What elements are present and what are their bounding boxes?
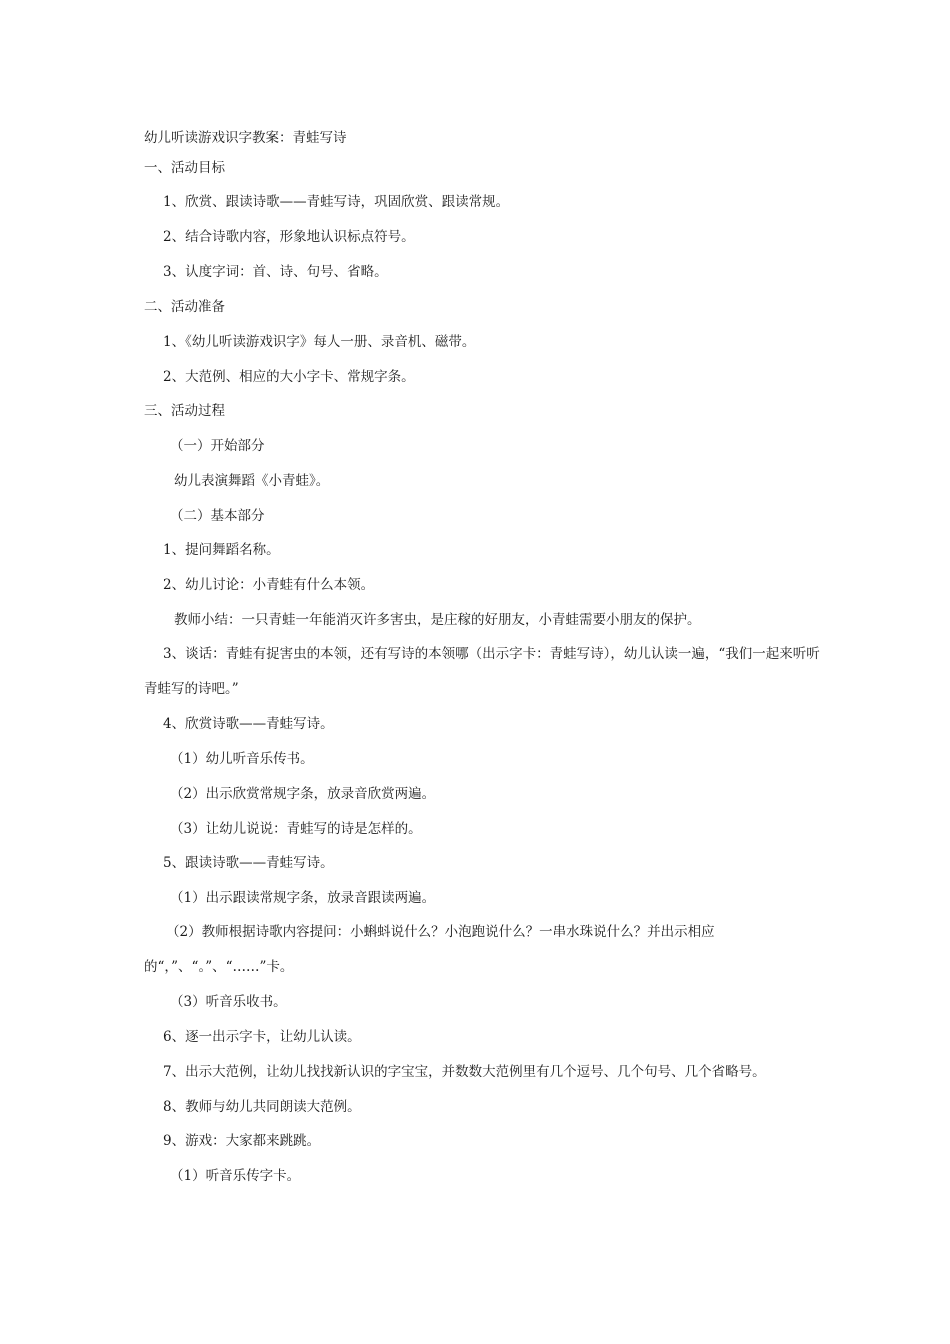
subsection-start: （一）开始部分	[170, 438, 265, 454]
process-item-7: 7、出示大范例，让幼儿找找新认识的字宝宝，并数数大范例里有几个逗号、几个句号、几个省略号。	[163, 1064, 766, 1080]
start-paragraph: 幼儿表演舞蹈《小青蛙》。	[174, 473, 330, 489]
section-heading-goals: 一、活动目标	[144, 160, 225, 176]
goal-item-3: 3、认度字词：首、诗、句号、省略。	[163, 264, 388, 280]
process-item-5-3: （3）听音乐收书。	[170, 994, 287, 1010]
process-item-4-3: （3）让幼儿说说：青蛙写的诗是怎样的。	[170, 821, 422, 837]
teacher-summary: 教师小结：一只青蛙一年能消灭许多害虫，是庄稼的好朋友，小青蛙需要小朋友的保护。	[174, 612, 701, 628]
process-item-2: 2、幼儿讨论：小青蛙有什么本领。	[163, 577, 375, 593]
goal-item-1: 1、欣赏、跟读诗歌——青蛙写诗，巩固欣赏、跟读常规。	[163, 194, 510, 210]
process-item-3: 3、谈话：青蛙有捉害虫的本领，还有写诗的本领哪（出示字卡：青蛙写诗），幼儿认读一遍，“我们一起来听听青蛙写的诗吧。”	[144, 646, 820, 697]
preparation-item-1: 1、《幼儿听读游戏识字》每人一册、录音机、磁带。	[163, 334, 476, 350]
process-item-1: 1、提问舞蹈名称。	[163, 542, 280, 558]
goal-item-2: 2、结合诗歌内容，形象地认识标点符号。	[163, 229, 415, 245]
section-heading-process: 三、活动过程	[144, 403, 225, 419]
process-item-9-1: （1）听音乐传字卡。	[170, 1168, 301, 1184]
section-heading-preparation: 二、活动准备	[144, 299, 225, 315]
process-item-4: 4、欣赏诗歌——青蛙写诗。	[163, 716, 334, 732]
document-title: 幼儿听读游戏识字教案：青蛙写诗	[144, 130, 347, 146]
subsection-basic: （二）基本部分	[170, 508, 265, 524]
process-item-8: 8、教师与幼儿共同朗读大范例。	[163, 1099, 361, 1115]
process-item-9: 9、游戏：大家都来跳跳。	[163, 1133, 321, 1149]
process-item-4-1: （1）幼儿听音乐传书。	[170, 751, 314, 767]
process-item-6: 6、逐一出示字卡，让幼儿认读。	[163, 1029, 361, 1045]
process-item-5: 5、跟读诗歌——青蛙写诗。	[163, 855, 334, 871]
preparation-item-2: 2、大范例、相应的大小字卡、常规字条。	[163, 369, 415, 385]
process-item-5-1: （1）出示跟读常规字条，放录音跟读两遍。	[170, 890, 436, 906]
process-item-5-2: （2）教师根据诗歌内容提问：小蝌蚪说什么？小泡跑说什么？一串水珠说什么？并出示相应的“，”、“。”、“……”卡。	[144, 924, 715, 975]
process-item-4-2: （2）出示欣赏常规字条，放录音欣赏两遍。	[170, 786, 436, 802]
